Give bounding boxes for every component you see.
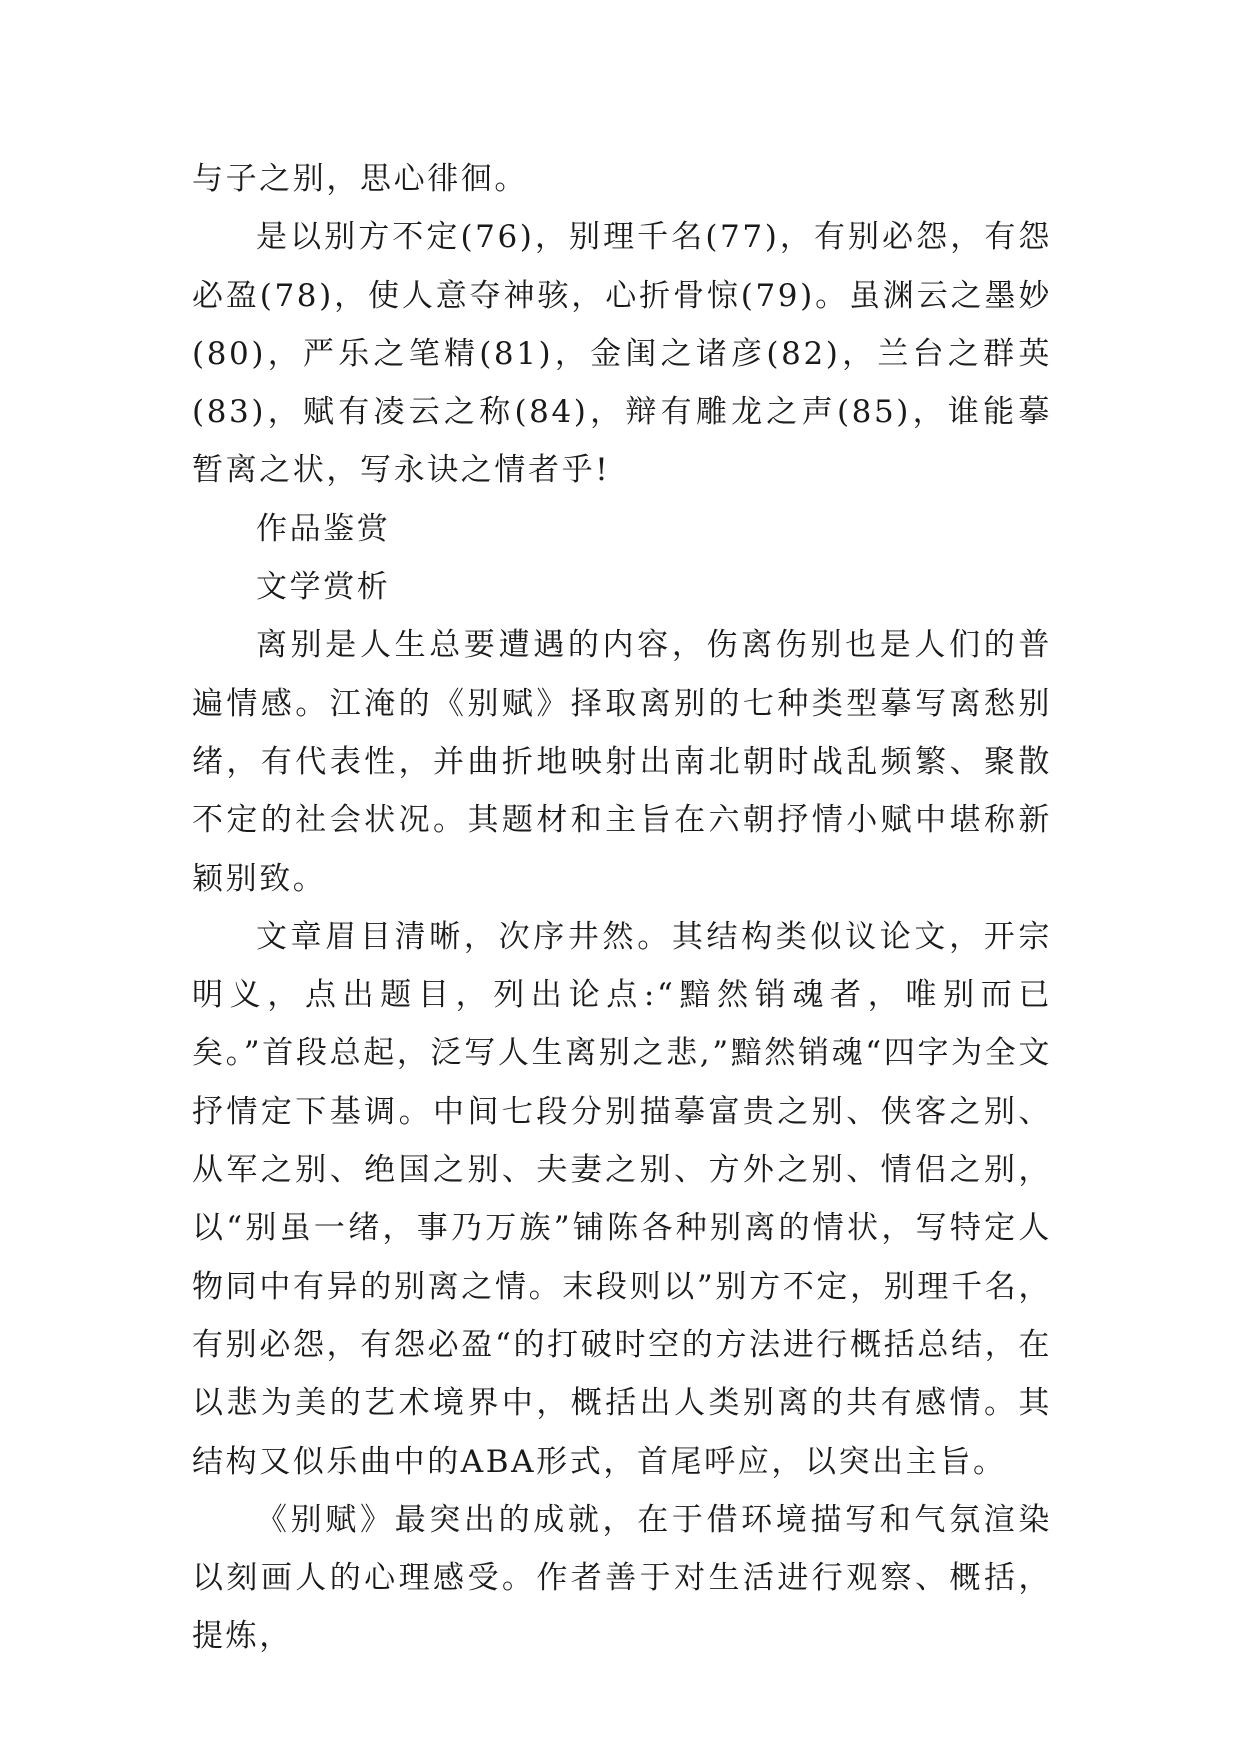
section-heading-literary-analysis: 文学赏析 [256,569,391,606]
analysis-paragraph-1: 离别是人生总要遭遇的内容，伤离伤别也是人们的普遍情感。江淹的《别赋》择取离别的七种类型摹写离愁别绪，有代表性，并曲折地映射出南北朝时战乱频繁、聚散不定的社会状况。其题材和主旨在六朝抒情小赋中堪称新颖别致。 [192,627,1052,897]
final-verse-paragraph: 是以别方不定(76)，别理千名(77)，有别必怨，有怨必盈(78)，使人意夺神骇，心折骨惊(79)。虽渊云之墨妙(80)，严乐之笔精(81)，金闺之诸彦(82)，兰台之群英(83)，赋有凌云之称(84)，辩有雕龙之声(85)，谁能摹暂离之状，写永诀之情者乎! [192,219,1052,489]
document-page [192,150,1052,1666]
continuation-line: 与子之别，思心徘徊。 [192,161,528,197]
section-heading-appreciation: 作品鉴赏 [256,510,391,547]
analysis-paragraph-2: 文章眉目清晰，次序井然。其结构类似议论文，开宗明义，点出题目，列出论点:“黯然销魂者，唯别而已矣。”首段总起，泛写人生离别之悲,”黯然销魂“四字为全文抒情定下基调。中间七段分别描摹富贵之别、侠客之别、从军之别、绝国之别、夫妻之别、方外之别、情侣之别，以“别虽一绪，事乃万族”铺陈各种别离的情状，写特定人物同中有异的别离之情。末段则以”别方不定，别理千名，有别必怨，有怨必盈“的打破时空的方法进行概括总结，在以悲为美的艺术境界中，概括出人类别离的共有感情。其结构又似乐曲中的ABA形式，首尾呼应，以突出主旨。 [192,918,1052,1480]
analysis-paragraph-3: 《别赋》最突出的成就，在于借环境描写和气氛渲染以刻画人的心理感受。作者善于对生活进行观察、概括，提炼， [192,1501,1052,1655]
